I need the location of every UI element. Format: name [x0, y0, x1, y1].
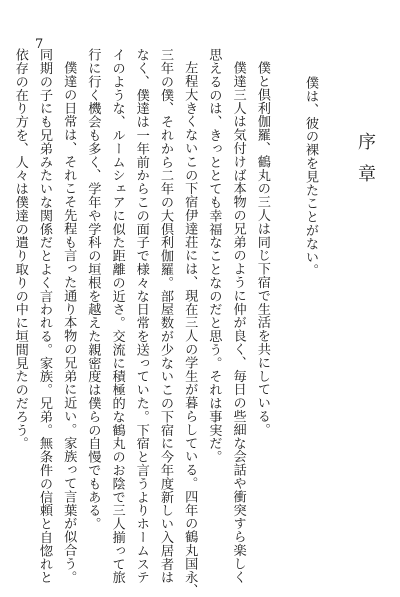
page-number: 7 — [35, 37, 44, 52]
text-line: 僕と倶利伽羅、鶴丸の三人は同じ下宿で生活を共にしている。 — [254, 61, 270, 437]
text-line: 僕達の日常は、それこそ先程も言った通り本物の兄弟に近い。家族って言葉が似合う。 — [61, 61, 77, 584]
text-line: 左程大きくないこの下宿伊達荘には、現在三人の学生が暮らしている。四年の鶴丸国永、 — [182, 61, 198, 597]
intro-line: 僕は、彼の裸を見たことがない。 — [303, 76, 318, 277]
text-line: 三年の僕、それから二年の大倶利伽羅。部屋数が少ないこの下宿に今年度新しい入居者は — [157, 48, 173, 584]
text-line: なく、僕達は一年前からこの面子で様々な日常を送っていた。下宿と言うよりホームステ — [133, 48, 149, 584]
text-line: 思えるのは、きっととても幸福なことなのだと思う。それは事実だ。 — [206, 48, 222, 464]
text-line: 僕達三人は気付けば本物の兄弟のように仲が良く、毎日の些細な会話や衝突すら楽しく — [230, 61, 246, 584]
text-line: 依存の在り方を、人々は僕達の遣り取りの中に垣間見たのだろう。 — [12, 48, 28, 450]
vertical-text-block — [8, 48, 378, 597]
text-line: イのような、ルームシェアに似た距離の近さ。交流に積極的な鶴丸のお陰で三人揃って旅 — [109, 48, 125, 584]
chapter-title: 序章 — [355, 132, 376, 196]
text-line: 同期の子にも兄弟みたいな関係だとよく言われる。家族。兄弟。無条件の信頼と自惚れと — [36, 48, 52, 584]
text-line: 行に行く機会も多く、学年や学科の垣根を越えた親密度は僕らの自慢でもある。 — [85, 48, 101, 531]
